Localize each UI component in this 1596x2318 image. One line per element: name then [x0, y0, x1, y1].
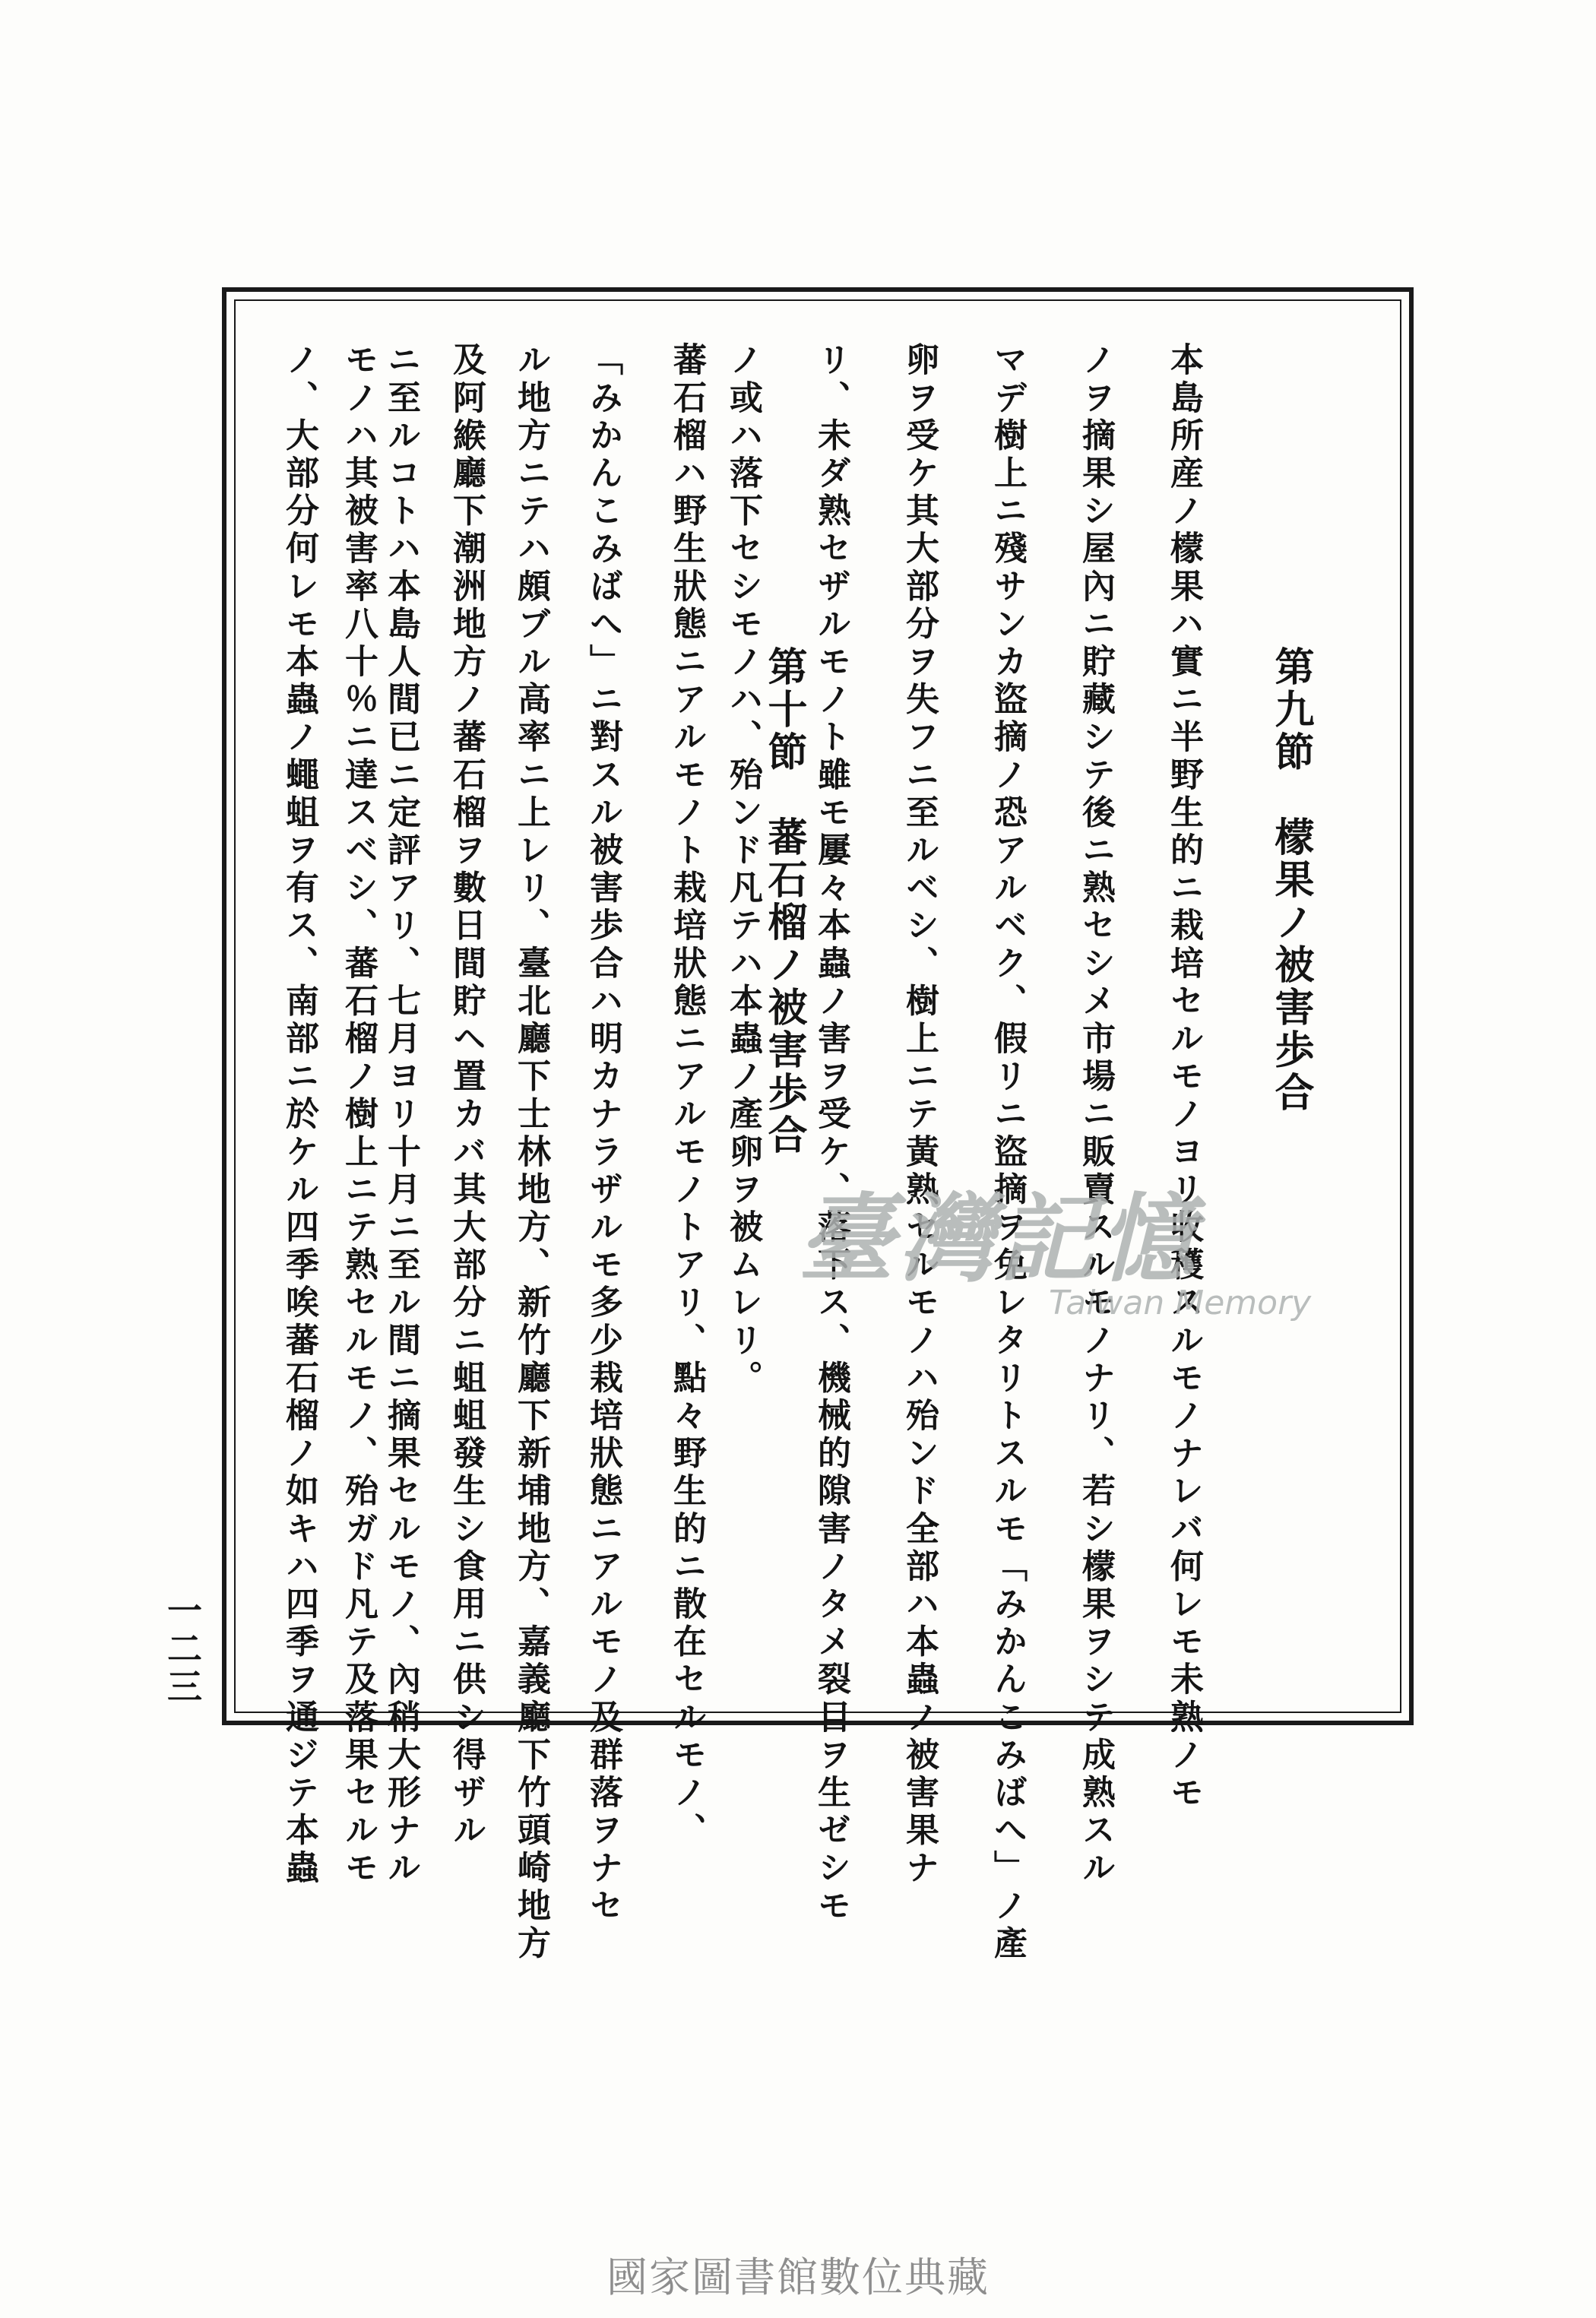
section-9-line-3: マデ樹上ニ殘サンカ盜摘ノ恐アルベク、假リニ盜摘ヲ免レタリトスルモ「みかんこみばへ」ノ產 — [988, 342, 1027, 1963]
watermark-english: Taiwan Memory — [1049, 1284, 1312, 1322]
section-10-line-7: ノ、大部分何レモ本蟲ノ蠅蛆ヲ有ス、南部ニ於ケル四季唉蕃石榴ノ如キハ四季ヲ通ジテ本蟲 — [280, 342, 318, 1888]
section-9-line-4: 卵ヲ受ケ其大部分ヲ失フニ至ルベシ、樹上ニテ黃熟セルモノハ殆ンド全部ハ本蟲ノ被害果ナ — [900, 342, 939, 1888]
watermark-logo — [798, 1182, 1312, 1334]
section-10-line-5: ニ至ルコトハ本島人間已ニ定評アリ、七月ヨリ十月ニ至ル間ニ摘果セルモノ、內稍大形ナル — [382, 342, 420, 1888]
section-10-line-2: 「みかんこみばへ」ニ對スル被害歩合ハ明カナラザルモ多少栽培狀態ニアルモノ及群落ヲナセ — [584, 342, 622, 1926]
section-10-heading: 第十節 蕃石榴ノ被害歩合 — [761, 646, 807, 1157]
section-9-line-1: 本島所産ノ檬果ハ實ニ半野生的ニ栽培セルモノヨリ收穫スルモノナレバ何レモ未熟ノモ — [1164, 342, 1203, 1813]
section-10-line-1: 蕃石榴ハ野生狀態ニアルモノト栽培狀態ニアルモノトアリ、點々野生的ニ散在セルモノ、 — [667, 342, 706, 1850]
section-9-line-5: リ、未ダ熟セザルモノト雖モ屢々本蟲ノ害ヲ受ケ、落下ス、機械的隙害ノタメ裂目ヲ生ゼシモ — [812, 342, 850, 1926]
section-9-heading: 第九節 檬果ノ被害歩合 — [1268, 646, 1314, 1114]
section-10-line-4: 及阿緱廳下潮洲地方ノ蕃石榴ヲ數日間貯ヘ置カバ其大部分ニ蛆蛆發生シ食用ニ供シ得ザル — [447, 342, 486, 1850]
footer-credit: 國家圖書館數位典藏 — [606, 2253, 990, 2301]
section-10-line-6: モノハ其被害率八十％ニ達スベシ、蕃石榴ノ樹上ニテ熟セルモノ、殆ガド凡テ及落果セルモ — [339, 342, 378, 1888]
page-number: 一二三 — [162, 1592, 203, 1706]
section-10-line-3: ル地方ニテハ頗ブル高率ニ上レリ、臺北廳下士林地方、新竹廳下新埔地方、嘉義廳下竹頭崎地方 — [511, 342, 550, 1963]
watermark-chinese: 臺灣記憶 — [798, 1183, 1199, 1295]
section-9-line-2: ノヲ摘果シ屋內ニ貯藏シテ後ニ熟セシメ市場ニ販賣スルモノナリ、若シ檬果ヲシテ成熟スル — [1076, 342, 1115, 1888]
section-9-line-6: ノ或ハ落下セシモノハ、殆ンド凡テハ本蟲ノ產卵ヲ被ムレリ。 — [724, 342, 762, 1398]
